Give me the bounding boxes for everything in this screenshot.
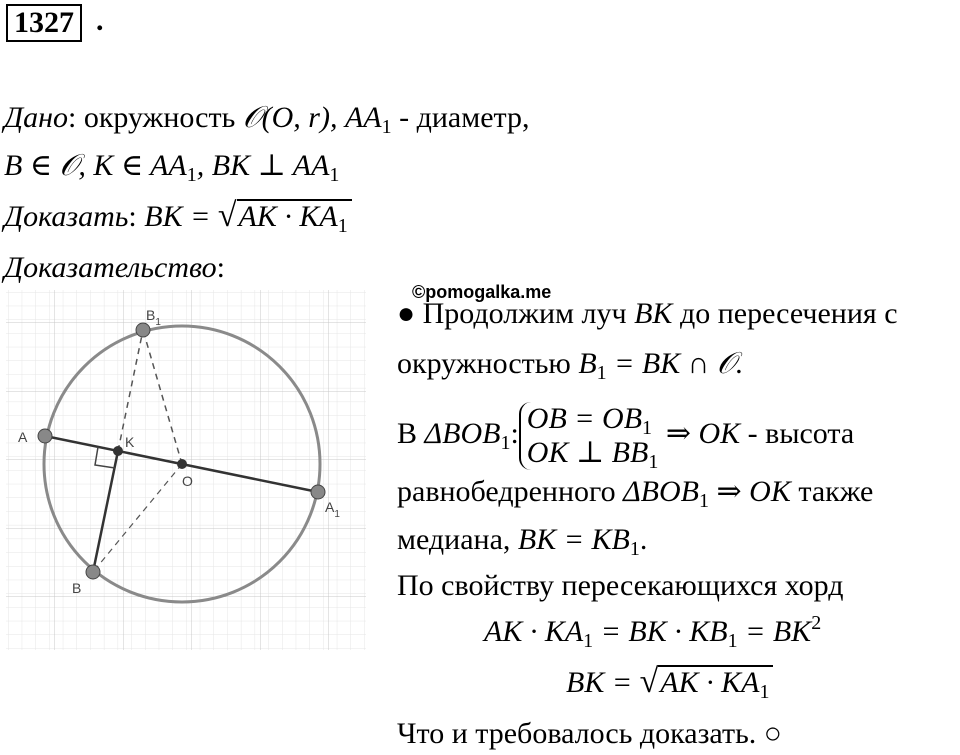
proof-line-2 bbox=[397, 346, 743, 382]
given-sub-2: 1 bbox=[186, 164, 197, 186]
proof-text-4e: также bbox=[790, 475, 874, 508]
proof-text-7: Что и требовалось доказать. ○ bbox=[397, 717, 782, 750]
prove-line bbox=[4, 198, 352, 235]
given-sub-3: 1 bbox=[329, 164, 340, 186]
label-a1: $A_1$ bbox=[325, 499, 340, 520]
eq1-a: AK · KA bbox=[484, 615, 584, 648]
proof-label-colon: : bbox=[216, 251, 225, 284]
proof-line-6 bbox=[397, 568, 843, 604]
proof-text-2c: = BK ∩ 𝒪. bbox=[606, 347, 744, 380]
proof-line-1 bbox=[397, 296, 898, 332]
point-a bbox=[38, 429, 52, 443]
given-colon: : bbox=[67, 101, 77, 134]
point-k bbox=[113, 446, 123, 456]
label-k: K bbox=[125, 434, 135, 450]
proof-text-4c: ⇒ bbox=[709, 475, 750, 508]
proof-text-3a: В bbox=[397, 417, 425, 450]
proof-text-5a: медиана, bbox=[397, 523, 518, 556]
eq1-sub2: 1 bbox=[727, 630, 738, 652]
proof-line-5 bbox=[397, 522, 647, 558]
eq1-sub1: 1 bbox=[583, 630, 594, 652]
watermark: ©pomogalka.me bbox=[412, 282, 552, 302]
proof-label-line bbox=[4, 250, 225, 286]
proof-sub-4: 1 bbox=[699, 490, 710, 512]
proof-triangle: ΔBOB bbox=[424, 417, 501, 450]
point-a1 bbox=[311, 485, 325, 499]
proof-text-2b: B bbox=[578, 347, 597, 380]
prove-sub: 1 bbox=[337, 215, 348, 237]
eq2-radicand-text: AK · KA bbox=[660, 666, 760, 699]
eq1-c: = BK bbox=[737, 615, 812, 648]
system-line-1: OB = OB bbox=[526, 402, 643, 436]
proof-text-4a: равнобедренного bbox=[397, 475, 624, 508]
proof-sub-3: 1 bbox=[500, 432, 511, 454]
given-label: Дано bbox=[4, 101, 68, 134]
proof-line-4 bbox=[397, 474, 873, 510]
grid-major bbox=[6, 290, 366, 650]
proof-text-1b: BK bbox=[634, 297, 673, 330]
system-line-2: OK ⊥ BB bbox=[526, 436, 649, 470]
point-b bbox=[86, 565, 100, 579]
system-sub-1: 1 bbox=[642, 417, 653, 440]
system-sub-2: 1 bbox=[648, 451, 659, 474]
label-b: B bbox=[72, 580, 82, 596]
given-text: окружность bbox=[76, 101, 243, 134]
eq2-radicand bbox=[658, 665, 773, 703]
proof-text-4b: ΔBOB bbox=[623, 475, 700, 508]
geometry-figure bbox=[6, 290, 366, 650]
eq2-radical-sign: √ bbox=[639, 663, 659, 700]
proof-sub-2: 1 bbox=[596, 362, 607, 384]
given-sub: 1 bbox=[381, 116, 392, 138]
label-a: A bbox=[18, 429, 28, 445]
prove-lhs: BK = bbox=[136, 200, 218, 233]
proof-conclusion bbox=[397, 716, 782, 752]
proof-text-5c: . bbox=[639, 523, 648, 556]
problem-number-text: 1327 bbox=[14, 6, 74, 39]
given-line-2 bbox=[4, 148, 339, 184]
proof-label: Доказательство bbox=[4, 251, 217, 284]
prove-radicand-text: AK · KA bbox=[238, 200, 338, 233]
eq1-b: = BK · KB bbox=[593, 615, 728, 648]
proof-text-1a: ● Продолжим луч bbox=[397, 297, 635, 330]
label-b1: $B_1$ bbox=[146, 307, 161, 328]
proof-height: - высота bbox=[740, 417, 855, 450]
equation-2 bbox=[566, 664, 773, 701]
given-membership: B ∈ 𝒪, K ∈ AA bbox=[4, 149, 187, 182]
prove-radicand bbox=[237, 199, 352, 237]
proof-text-6: По свойству пересекающихся хорд bbox=[397, 569, 844, 602]
eq1-sup: 2 bbox=[811, 612, 822, 634]
proof-sub-5: 1 bbox=[629, 538, 640, 560]
eq2-sub: 1 bbox=[759, 681, 770, 703]
proof-colon: : bbox=[510, 417, 519, 450]
label-o: O bbox=[182, 473, 193, 489]
proof-text-5b: BK = KB bbox=[517, 523, 630, 556]
prove-label: Доказать bbox=[4, 200, 129, 233]
proof-ok: OK bbox=[698, 417, 741, 450]
radical-sign: √ bbox=[217, 197, 237, 234]
given-line-1 bbox=[4, 100, 530, 136]
system-of-conditions bbox=[519, 402, 659, 474]
point-o bbox=[177, 459, 187, 469]
prove-colon: : bbox=[128, 200, 137, 233]
given-circle-expr: 𝒪(O, r), AA bbox=[242, 101, 382, 134]
proof-line-3 bbox=[397, 402, 855, 474]
problem-number bbox=[6, 4, 82, 42]
point-b1 bbox=[136, 323, 150, 337]
given-perp: , BK ⊥ AA bbox=[196, 149, 330, 182]
given-diameter-text: - диаметр, bbox=[391, 101, 530, 134]
eq2-lhs: BK = bbox=[566, 666, 640, 699]
proof-text-1c: до пересечения с bbox=[672, 297, 898, 330]
problem-number-dot: . bbox=[96, 4, 104, 37]
proof-implies: ⇒ bbox=[658, 417, 699, 450]
proof-text-4d: OK bbox=[749, 475, 791, 508]
equation-1 bbox=[484, 614, 821, 650]
proof-text-2a: окружностью bbox=[397, 347, 579, 380]
